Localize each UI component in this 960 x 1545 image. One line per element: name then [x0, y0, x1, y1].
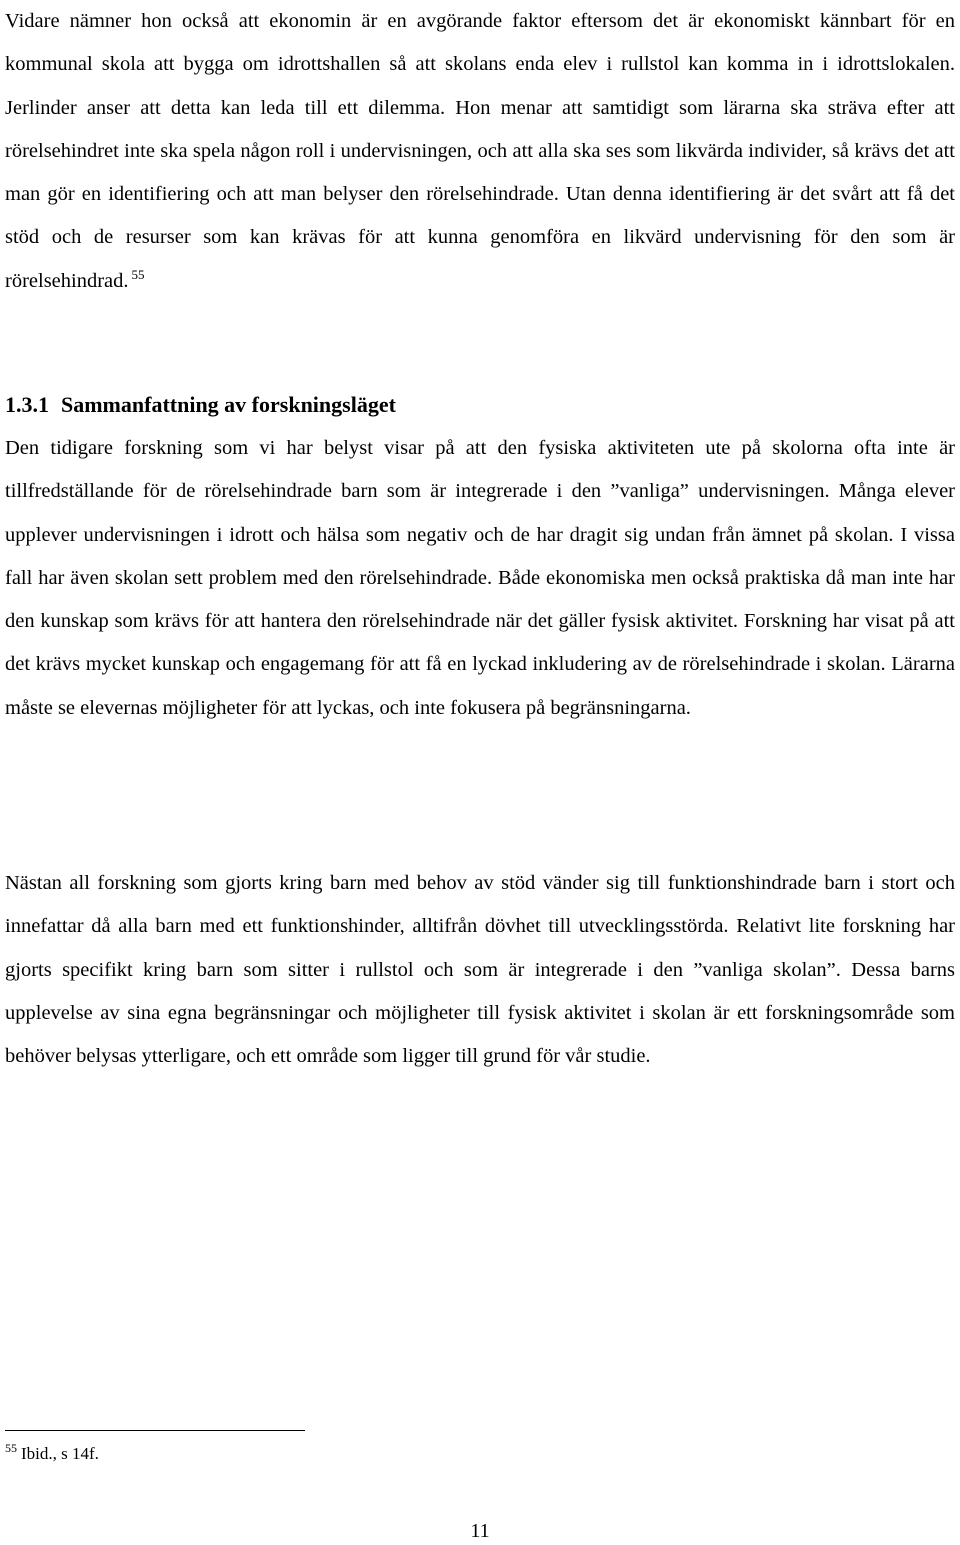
- page-number: 11: [470, 1520, 490, 1542]
- body-paragraph: [5, 0, 955, 303]
- section-heading: [5, 383, 396, 426]
- footnote-number: 55: [5, 1441, 17, 1456]
- footnote: [5, 1440, 99, 1468]
- footnote-reference[interactable]: 55: [131, 266, 145, 282]
- body-paragraph: Nästan all forskning som gjorts kring barn med behov av stöd vänder sig till funktionshindrade barn i stort och innefattar då alla barn med ett funktionshinder, alltifrån dövhet till utvecklingsstörda. Relativt lite forskning har gjorts specifikt kring barn som sitter i rullstol och som är integrerade i den ”vanliga skolan”. Dessa barns upplevelse av sina egna begränsningar och möjligheter till fysisk aktivitet i skolan är ett forskningsområde som behöver belysas ytterligare, och ett område som ligger till grund för vår studie.: [5, 872, 955, 1068]
- body-paragraph: Den tidigare forskning som vi har belyst visar på att den fysiska aktiviteten ute på skolorna ofta inte är tillfredställande för de rörelsehindrade barn som är integrerade i den ”vanliga” undervisningen. Många elever upplever undervisningen i idrott och hälsa som negativ och de har dragit sig undan från ämnet på skolan. I vissa fall har även skolan sett problem med den rörelsehindrade. Både ekonomiska men också praktiska då man inte har den kunskap som krävs för att hantera den rörelsehindrade när det gäller fysisk aktivitet. Forskning har visat på att det krävs mycket kunskap och engagemang för att få en lyckad inkludering av de rörelsehindrade i skolan. Lärarna måste se elevernas möjligheter för att lyckas, och inte fokusera på begränsningarna.: [5, 437, 955, 719]
- footnote-text: Ibid., s 14f.: [21, 1444, 99, 1463]
- section-title: Sammanfattning av forskningsläget: [61, 392, 396, 417]
- paragraph-text: Vidare nämner hon också att ekonomin är en avgörande faktor eftersom det är ekonomiskt kännbart för en kommunal skola att bygga om idrottshallen så att skolans enda elev i rullstol kan komma in i idrottslokalen. Jerlinder anser att detta kan leda till ett dilemma. Hon menar att samtidigt som lärarna ska sträva efter att rörelsehindret inte ska spela någon roll i undervisningen, och att alla ska ses som likvärda individer, så krävs det att man gör en identifiering och att man belyser den rörelsehindrade. Utan denna identifiering är det svårt att få det stöd och de resurser som kan krävas för att kunna genomföra en likvärd undervisning för den som är rörelsehindrad.: [5, 10, 955, 292]
- footnote-separator: [5, 1430, 305, 1431]
- section-number: 1.3.1: [5, 392, 49, 417]
